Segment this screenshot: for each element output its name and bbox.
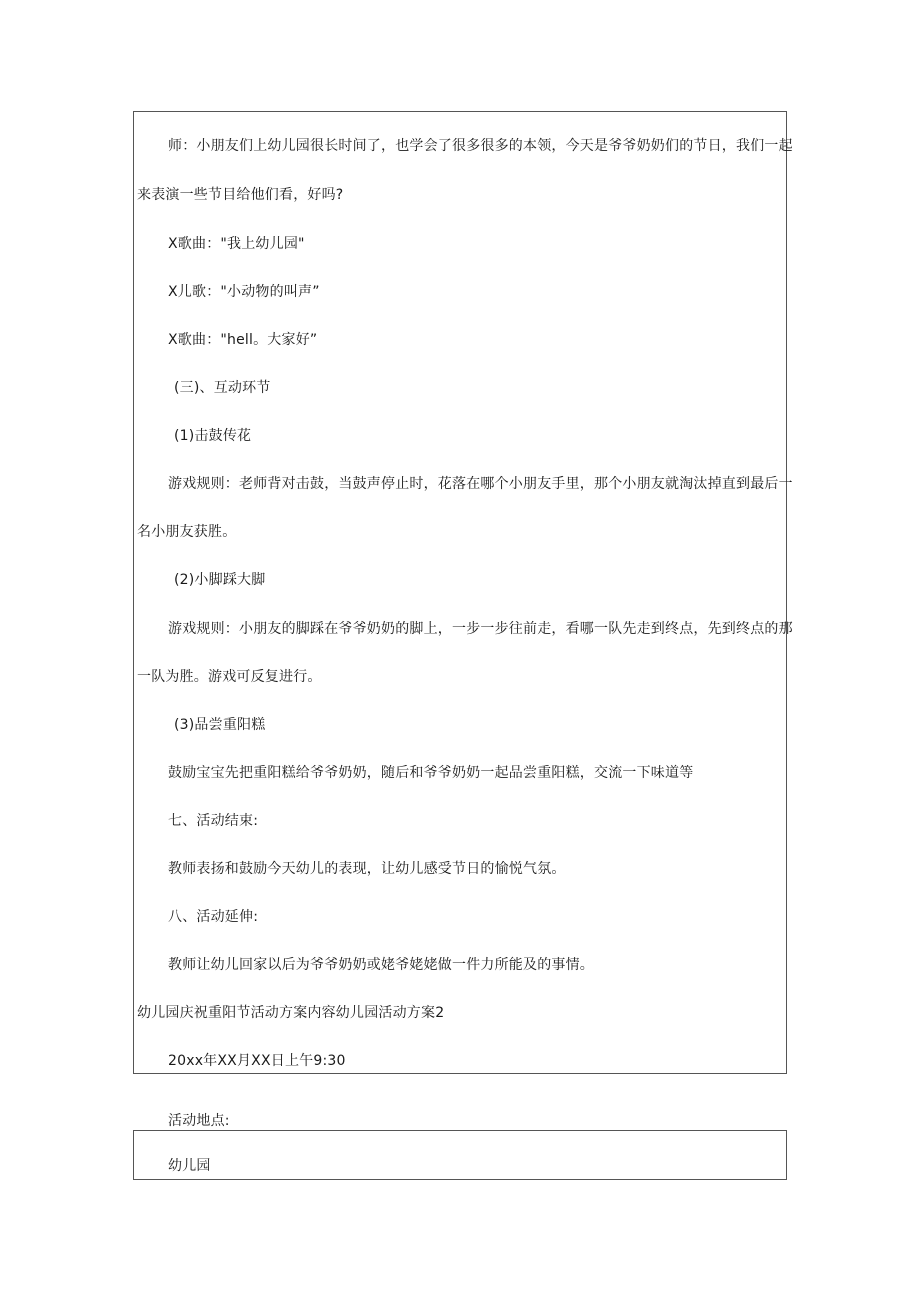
section-heading-interaction: (三)、互动环节 (174, 380, 271, 396)
section-heading-end: 七、活动结束: (168, 813, 259, 829)
game-1-rules: 游戏规则：老师背对击鼓，当鼓声停止时，花落在哪个小朋友手里，那个小朋友就淘汰掉直到最后一 (168, 476, 793, 492)
game-3-description: 鼓励宝宝先把重阳糕给爷爷奶奶，随后和爷爷奶奶一起品尝重阳糕，交流一下味道等 (168, 765, 694, 781)
game-2-rules: 游戏规则：小朋友的脚踩在爷爷奶奶的脚上，一步一步往前走，看哪一队先走到终点，先到终点的那 (168, 621, 793, 637)
paragraph-teacher-intro: 师：小朋友们上幼儿园很长时间了，也学会了很多很多的本领，今天是爷爷奶奶们的节日，我们一起 (168, 138, 793, 154)
game-3-title: (3)品尝重阳糕 (174, 717, 266, 733)
venue-label: 活动地点: (168, 1113, 230, 1129)
program-song-2: X歌曲："hell。大家好” (168, 332, 318, 348)
program-rhyme: X儿歌："小动物的叫声” (168, 284, 320, 300)
paragraph-teacher-intro-cont: 来表演一些节目给他们看，好吗? (137, 187, 344, 203)
game-1-rules-cont: 名小朋友获胜。 (137, 524, 237, 540)
venue-value: 幼儿园 (168, 1158, 211, 1174)
section-heading-extension: 八、活动延伸: (168, 909, 259, 925)
event-date-time: 20xx年XX月XX日上午9:30 (168, 1053, 346, 1069)
content-box-venue (133, 1130, 787, 1180)
content-box-main (133, 111, 787, 1074)
program-song-1: X歌曲："我上幼儿园" (168, 236, 305, 252)
end-description: 教师表扬和鼓励今天幼儿的表现，让幼儿感受节日的愉悦气氛。 (168, 861, 566, 877)
game-2-title: (2)小脚踩大脚 (174, 572, 266, 588)
extension-description: 教师让幼儿回家以后为爷爷奶奶或姥爷姥姥做一件力所能及的事情。 (168, 957, 594, 973)
game-2-rules-cont: 一队为胜。游戏可反复进行。 (137, 669, 322, 685)
document-title-2: 幼儿园庆祝重阳节活动方案内容幼儿园活动方案2 (137, 1005, 445, 1021)
game-1-title: (1)击鼓传花 (174, 428, 252, 444)
